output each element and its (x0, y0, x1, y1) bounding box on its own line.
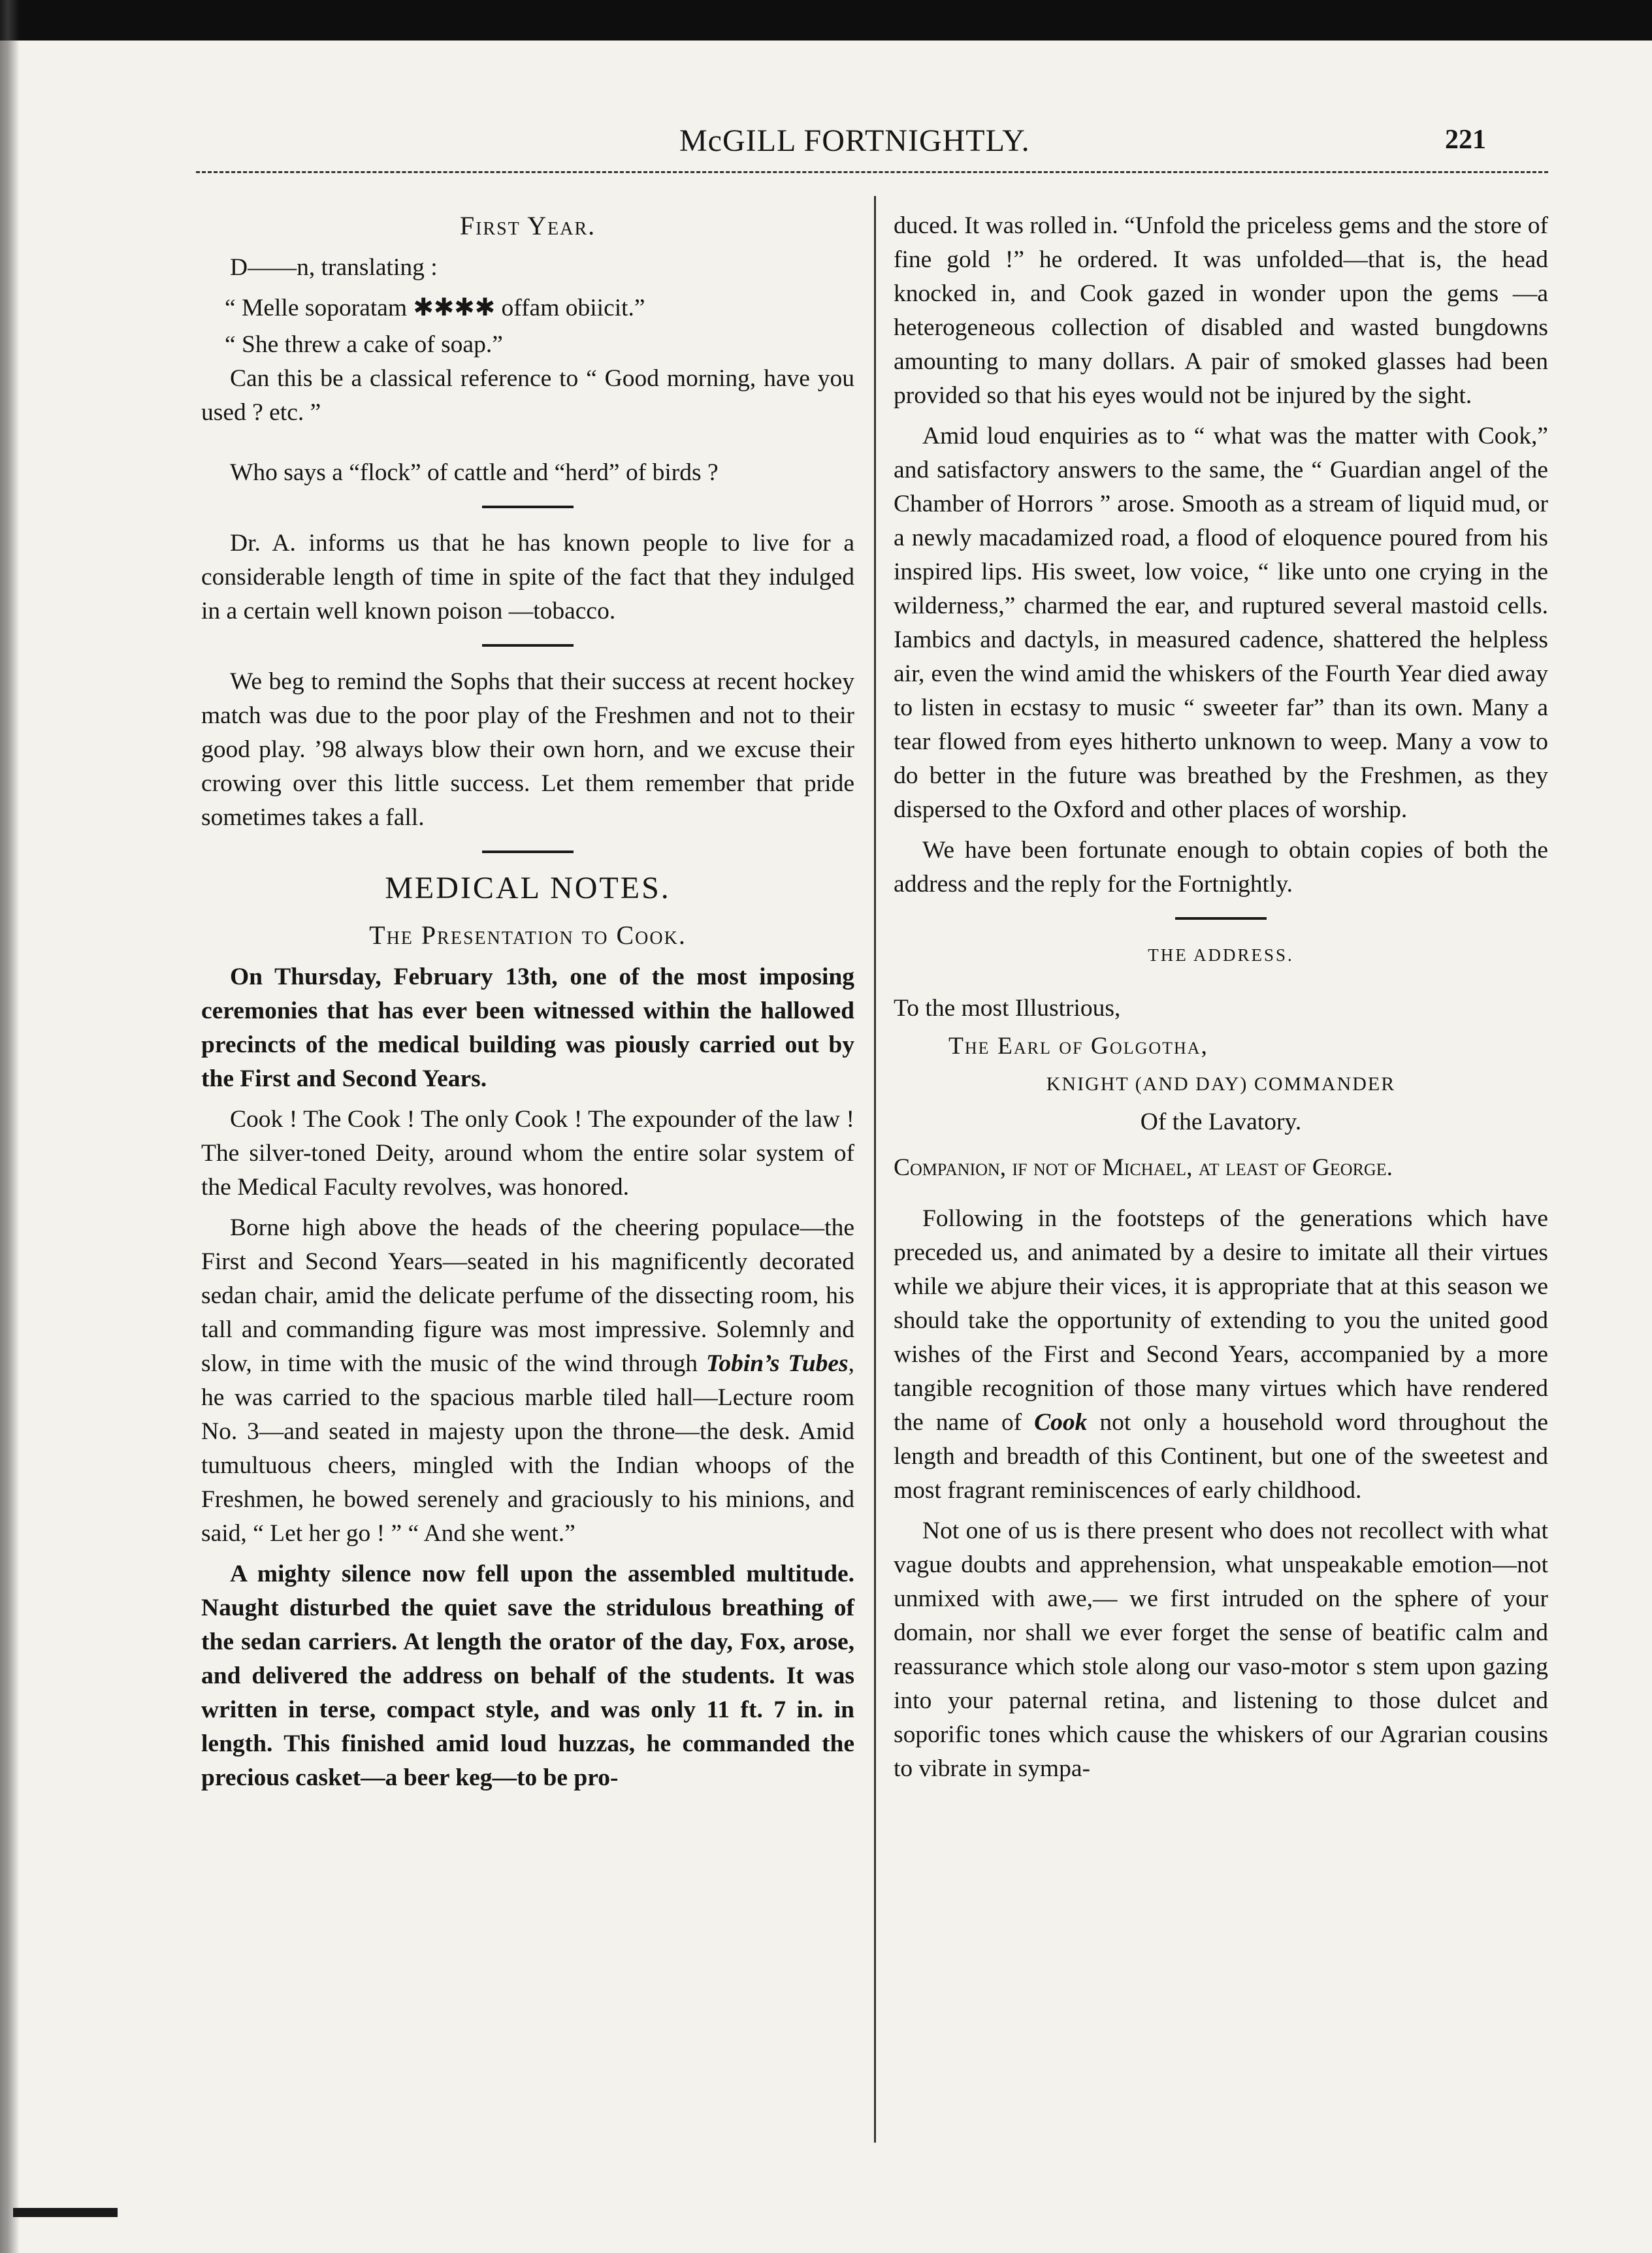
scan-bottom-mark (13, 2208, 118, 2217)
dr-a-paragraph: Dr. A. informs us that he has known people to live for a considerable length of time in spite of the fact that they indulged in a certain well known poison —tobacco. (201, 530, 854, 624)
presentation-heading: The Presentation to Cook. (369, 920, 687, 950)
d-translating: D——n, translating : (230, 254, 438, 281)
flock-paragraph: Who says a “flock” of cattle and “herd” of birds ? (230, 459, 719, 486)
knight-title: KNIGHT (AND DAY) COMMANDER (1046, 1073, 1396, 1095)
thursday-paragraph: On Thursday, February 13th, one of the most imposing ceremonies that has ever been witnessed within the hallowed precincts of the medical building was piously carried out by the First and Second Years. (201, 964, 854, 1092)
separator-rule (482, 851, 574, 853)
tobins-tubes: Tobin’s Tubes (705, 1350, 849, 1377)
address-salutation: To the most Illustrious, (894, 995, 1121, 1022)
left-column (201, 209, 854, 1802)
cook-italic: Cook (1034, 1409, 1088, 1436)
column-divider (874, 196, 876, 2143)
scan-top-border (0, 0, 1652, 41)
sophs-paragraph: We beg to remind the Sophs that their success at recent hockey match was due to the poor play of the Freshmen and not to their good play. ’98 always blow their own horn, and we excuse their crowing over this little success. Let them remember that pride sometimes takes a fall. (201, 668, 854, 831)
companion-line: Companion, if not of Michael, at least of George. (894, 1154, 1393, 1181)
right-column (894, 209, 1548, 1792)
cook-paragraph: Cook ! The Cook ! The only Cook ! The expounder of the law ! The silver-toned Deity, around whom the entire solar system of the Medical Faculty revolves, was honored. (201, 1106, 854, 1201)
separator-rule (1175, 917, 1267, 920)
separator-rule (482, 506, 574, 508)
not-one-paragraph: Not one of us is there present who does not recollect with what vague doubts and apprehension, what unspeakable emotion—not unmixed with awe,— we first intruded on the sphere of your domain, nor shall we ever forget the sense of beatific calm and reassurance which stole along our vaso-motor s stem upon gazing into your paternal retina, and listening to those dulcet and soporific tones which cause the whiskers of our Agrarian cousins to vibrate in sympa- (894, 1517, 1548, 1782)
scan-left-edge (0, 0, 20, 2253)
fortunate-paragraph: We have been fortunate enough to obtain copies of both the address and the reply for the Fortnightly. (894, 837, 1548, 898)
borne-paragraph (201, 1211, 854, 1551)
amid-paragraph: Amid loud enquiries as to “ what was the matter with Cook,” and satisfactory answers to the same, the “ Guardian angel of the Chamber of Horrors ” arose. Smooth as a stream of liquid mud, or a newly macadamized road, a flood of eloquence poured from his inspired lips. His sweet, low voice, “ like unto one crying in the wilderness,” charmed the ear, and ruptured several mastoid cells. Iambics and dactyls, in measured cadence, shattered the helpless air, even the wind amid the whiskers of the Fourth Year died away to listen in ecstasy to music “ sweeter far” than its own. Many a tear flowed from eyes hitherto unknown to weep. Many a vow to do better in the future was breathed by the Freshmen, as they dispersed to the Oxford and other places of worship. (894, 423, 1548, 823)
borne-text-b: , he was carried to the spacious marble tiled hall—Lecture room No. 3—and seated in majesty upon the throne—the desk. Amid tumultuous cheers, mingled with the Indian whoops of the Freshmen, he bowed serenely and graciously to his minions, and said, “ Let her go ! ” “ And she went.” (201, 1350, 854, 1547)
following-text-b: not only a household word throughout the length and breadth of this Continent, but one of the sweetest and most fragrant reminiscences of early childhood. (894, 1409, 1548, 1504)
lavatory-title: Of the Lavatory. (1140, 1109, 1302, 1135)
classical-reference: Can this be a classical reference to “ Good morning, have you used ? etc. ” (201, 365, 854, 426)
duced-paragraph: duced. It was rolled in. “Unfold the priceless gems and the store of fine gold !” he ordered. It was unfolded—that is, the head knocked in, and Cook gazed in wonder upon the gems —a heterogeneous collection of disabled and wasted bungdowns amounting to many dollars. A pair of smoked glasses had been provided so that his eyes would not be injured by the sight. (894, 212, 1548, 409)
borne-text-a: Borne high above the heads of the cheering populace—the First and Second Years—seated in his magnificently decorated sedan chair, amid the delicate perfume of the dissecting room, his tall and commanding figure was most impressive. Solemnly and slow, in time with the music of the wind through (201, 1214, 854, 1377)
latin-quote: “ Melle soporatam ✱✱✱✱ offam obiicit.” (225, 295, 645, 321)
address-heading: THE ADDRESS. (1148, 945, 1294, 965)
earl-title: The Earl of Golgotha, (948, 1033, 1208, 1060)
separator-rule (482, 644, 574, 647)
medical-notes-title: MEDICAL NOTES. (385, 871, 671, 905)
first-year-heading: First Year. (459, 211, 596, 240)
running-head: McGILL FORTNIGHTLY. (679, 123, 1030, 158)
following-paragraph (894, 1202, 1548, 1508)
following-text-a: Following in the footsteps of the generations which have preceded us, and animated by a desire to imitate all their virtues while we abjure their vices, it is appropriate that at this season we should take the opportunity of extending to you the united good wishes of the First and Second Years, accompanied by a more tangible recognition of those many virtues which have rendered the name of (894, 1205, 1548, 1436)
header-rule (196, 171, 1548, 173)
silence-paragraph: A mighty silence now fell upon the assembled multitude. Naught disturbed the quiet save the stridulous breathing of the sedan carriers. At length the orator of the day, Fox, arose, and delivered the address on behalf of the students. It was written in terse, compact style, and was only 11 ft. 7 in. in length. This finished amid loud huzzas, he commanded the precious casket—a beer keg—to be pro- (201, 1561, 854, 1791)
page-number: 221 (1445, 125, 1486, 155)
english-quote: “ She threw a cake of soap.” (225, 331, 503, 358)
